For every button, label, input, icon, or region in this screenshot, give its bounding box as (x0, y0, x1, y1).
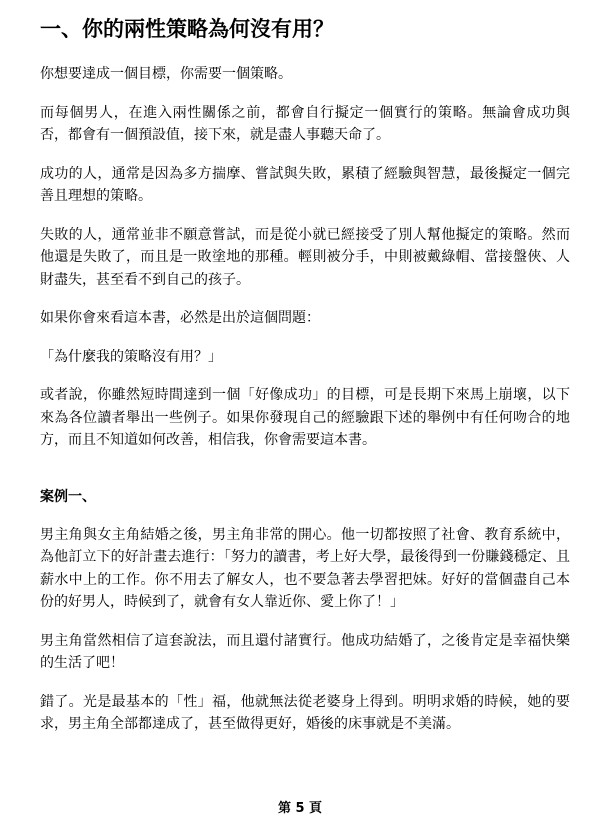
paragraph-case-1: 男主角與女主角結婚之後，男主角非常的開心。他一切都按照了社會、教育系統中，為他訂立下的好計畫去進行：「努力的讀書，考上好大學，最後得到一份賺錢穩定、且薪水中上的工作。你不用去了解女人，也不要急著去學習把妹。好好的當個盡自己本份的好男人，時候到了，就會有女人靠近你、愛上你了！」 (40, 526, 570, 610)
paragraph-case-3: 錯了。光是最基本的「性」福，他就無法從老婆身上得到。明明求婚的時候，她的要求，男主角全部都達成了，甚至做得更好，婚後的床事就是不美滿。 (40, 693, 570, 732)
paragraph-quote: 「為什麼我的策略沒有用？」 (40, 348, 222, 365)
paragraph-intro-2: 而每個男人，在進入兩性關係之前，都會自行擬定一個實行的策略。無論會成功與否，都會有一個預設值，接下來，就是盡人事聽天命了。 (40, 104, 570, 143)
paragraph-intro-4: 失敗的人，通常並非不願意嘗試，而是從小就已經接受了別人幫他擬定的策略。然而他還是失敗了，而且是一敗塗地的那種。輕則被分手，中則被戴綠帽、當接盤俠、人財盡失，甚至看不到自己的孩子。 (40, 226, 570, 288)
paragraph-case-2: 男主角當然相信了這套說法，而且還付諸實行。他成功結婚了，之後肯定是幸福快樂的生活了吧！ (40, 632, 570, 671)
paragraph-intro-7: 或者說，你雖然短時間達到一個「好像成功」的目標，可是長期下來馬上崩壞，以下來為各位讀者舉出一些例子。如果你發現自己的經驗跟下述的舉例中有任何吻合的地方，而且不知道如何改善，相信我，你會需要這本書。 (40, 387, 570, 448)
page-title: 一、你的兩性策略為何沒有用？ (40, 17, 334, 41)
page-number: 第 5 頁 (277, 801, 323, 816)
paragraph-intro-1: 你想要達成一個目標，你需要一個策略。 (40, 66, 292, 82)
paragraph-intro-3: 成功的人，通常是因為多方揣摩、嘗試與失敗，累積了經驗與智慧，最後擬定一個完善且理想的策略。 (40, 165, 570, 204)
section-heading-case-1: 案例一、 (40, 488, 96, 505)
document-body (40, 63, 570, 752)
paragraph-intro-5: 如果你會來看這本書，必然是出於這個問題： (40, 310, 320, 326)
